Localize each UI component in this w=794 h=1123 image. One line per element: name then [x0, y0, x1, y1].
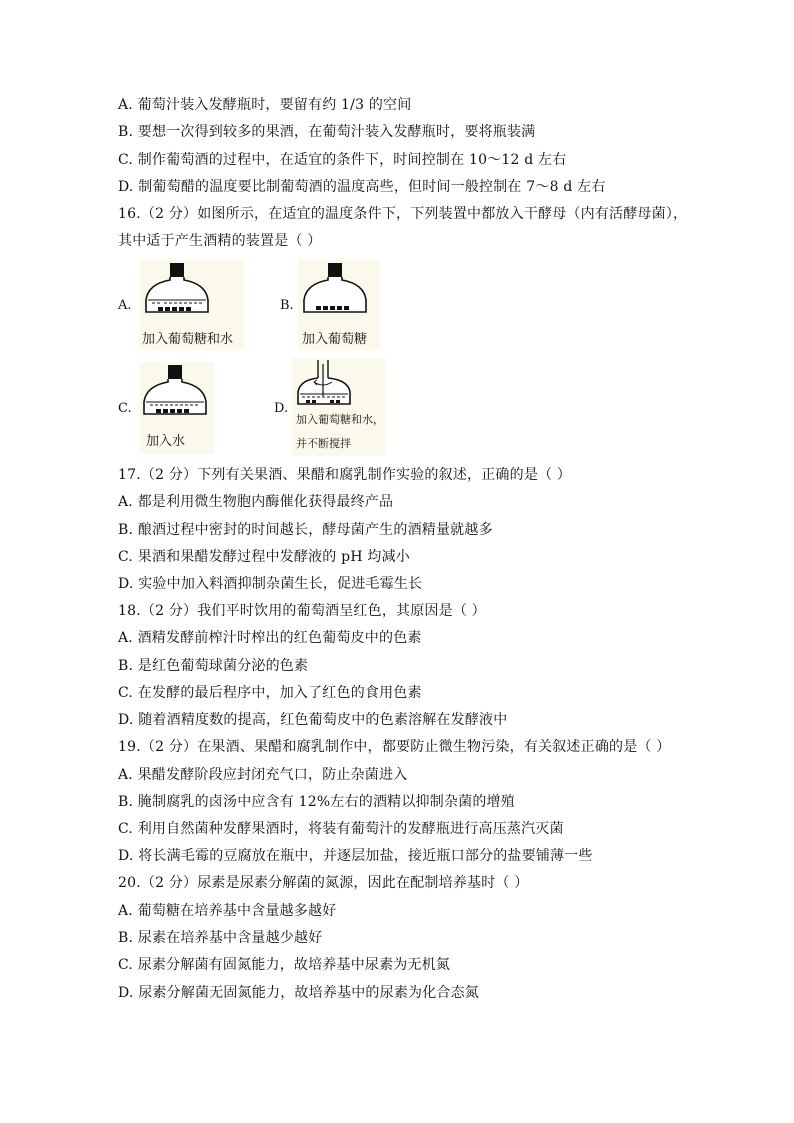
- q16-figure-b-label: B.: [280, 298, 294, 313]
- q15-option-a: A. 葡萄汁装入发酵瓶时，要留有约 1/3 的空间: [118, 97, 412, 113]
- q17-stem: 17.（2 分）下列有关果酒、果醋和腐乳制作实验的叙述，正确的是（ ）: [118, 467, 572, 483]
- q15-option-c: C. 制作葡萄酒的过程中，在适宜的条件下，时间控制在 10～12 d 左右: [118, 152, 567, 168]
- q19-stem: 19.（2 分）在果酒、果醋和腐乳制作中，都要防止微生物污染，有关叙述正确的是（ ）: [118, 739, 671, 755]
- q16-figure-d-caption-line1: 加入葡萄糖和水，: [296, 413, 384, 426]
- q16-figure-d-label: D.: [274, 401, 289, 416]
- q16-figure-d-caption-line2: 并不断搅拌: [296, 437, 351, 450]
- q20-stem: 20.（2 分）尿素是尿素分解菌的氮源，因此在配制培养基时（ ）: [118, 875, 529, 891]
- q18-option-b: B. 是红色葡萄球菌分泌的色素: [118, 658, 309, 674]
- q17-option-d: D. 实验中加入料酒抑制杂菌生长，促进毛霉生长: [118, 576, 423, 592]
- q16-figure-c-caption: 加入水: [146, 434, 186, 449]
- q18-stem: 18.（2 分）我们平时饮用的葡萄酒呈红色，其原因是（ ）: [118, 603, 486, 619]
- q17-option-c: C. 果酒和果醋发酵过程中发酵液的 pH 均减小: [118, 549, 410, 565]
- q16-stem-line2: 其中适于产生酒精的装置是（ ）: [118, 233, 322, 249]
- q20-option-b: B. 尿素在培养基中含量越少越好: [118, 930, 323, 946]
- q17-option-b: B. 酿酒过程中密封的时间越长，酵母菌产生的酒精量就越多: [118, 522, 493, 538]
- q16-figure-a: [140, 260, 244, 350]
- q20-option-c: C. 尿素分解菌有固氮能力，故培养基中尿素为无机氮: [118, 957, 451, 973]
- q16-figure-b: [298, 260, 380, 350]
- q18-option-d: D. 随着酒精度数的提高，红色葡萄皮中的色素溶解在发酵液中: [118, 712, 508, 728]
- q16-figure-b-caption: 加入葡萄糖: [302, 332, 368, 347]
- q16-figure-a-caption: 加入葡萄糖和水: [142, 332, 234, 347]
- q19-option-d: D. 将长满毛霉的豆腐放在瓶中，并逐层加盐，接近瓶口部分的盐要铺薄一些: [118, 848, 593, 864]
- q16-figure-a-label: A.: [118, 298, 132, 313]
- q19-option-b: B. 腌制腐乳的卤汤中应含有 12%左右的酒精以抑制杂菌的增殖: [118, 794, 515, 810]
- q19-option-c: C. 利用自然菌种发酵果酒时，将装有葡萄汁的发酵瓶进行高压蒸汽灭菌: [118, 821, 564, 837]
- q16-figure-c-label: C.: [118, 401, 132, 416]
- q15-option-d: D. 制葡萄醋的温度要比制葡萄酒的温度高些，但时间一般控制在 7～8 d 左右: [118, 179, 606, 195]
- q16-figure-d: [292, 358, 386, 456]
- q16-stem-line1: 16.（2 分）如图所示，在适宜的温度条件下，下列装置中都放入干酵母（内有活酵母菌），: [118, 206, 688, 222]
- q19-option-a: A. 果醋发酵阶段应封闭充气口，防止杂菌进入: [118, 767, 408, 783]
- q17-option-a: A. 都是利用微生物胞内酶催化获得最终产品: [118, 494, 394, 510]
- q18-option-a: A. 酒精发酵前榨汁时榨出的红色葡萄皮中的色素: [118, 630, 422, 646]
- q20-option-d: D. 尿素分解菌无固氮能力，故培养基中的尿素为化合态氮: [118, 985, 480, 1001]
- q20-option-a: A. 葡萄糖在培养基中含量越多越好: [118, 903, 337, 919]
- q15-option-b: B. 要想一次得到较多的果酒，在葡萄汁装入发酵瓶时，要将瓶装满: [118, 124, 536, 140]
- q18-option-c: C. 在发酵的最后程序中，加入了红色的食用色素: [118, 685, 422, 701]
- q16-figure-c: [140, 362, 214, 454]
